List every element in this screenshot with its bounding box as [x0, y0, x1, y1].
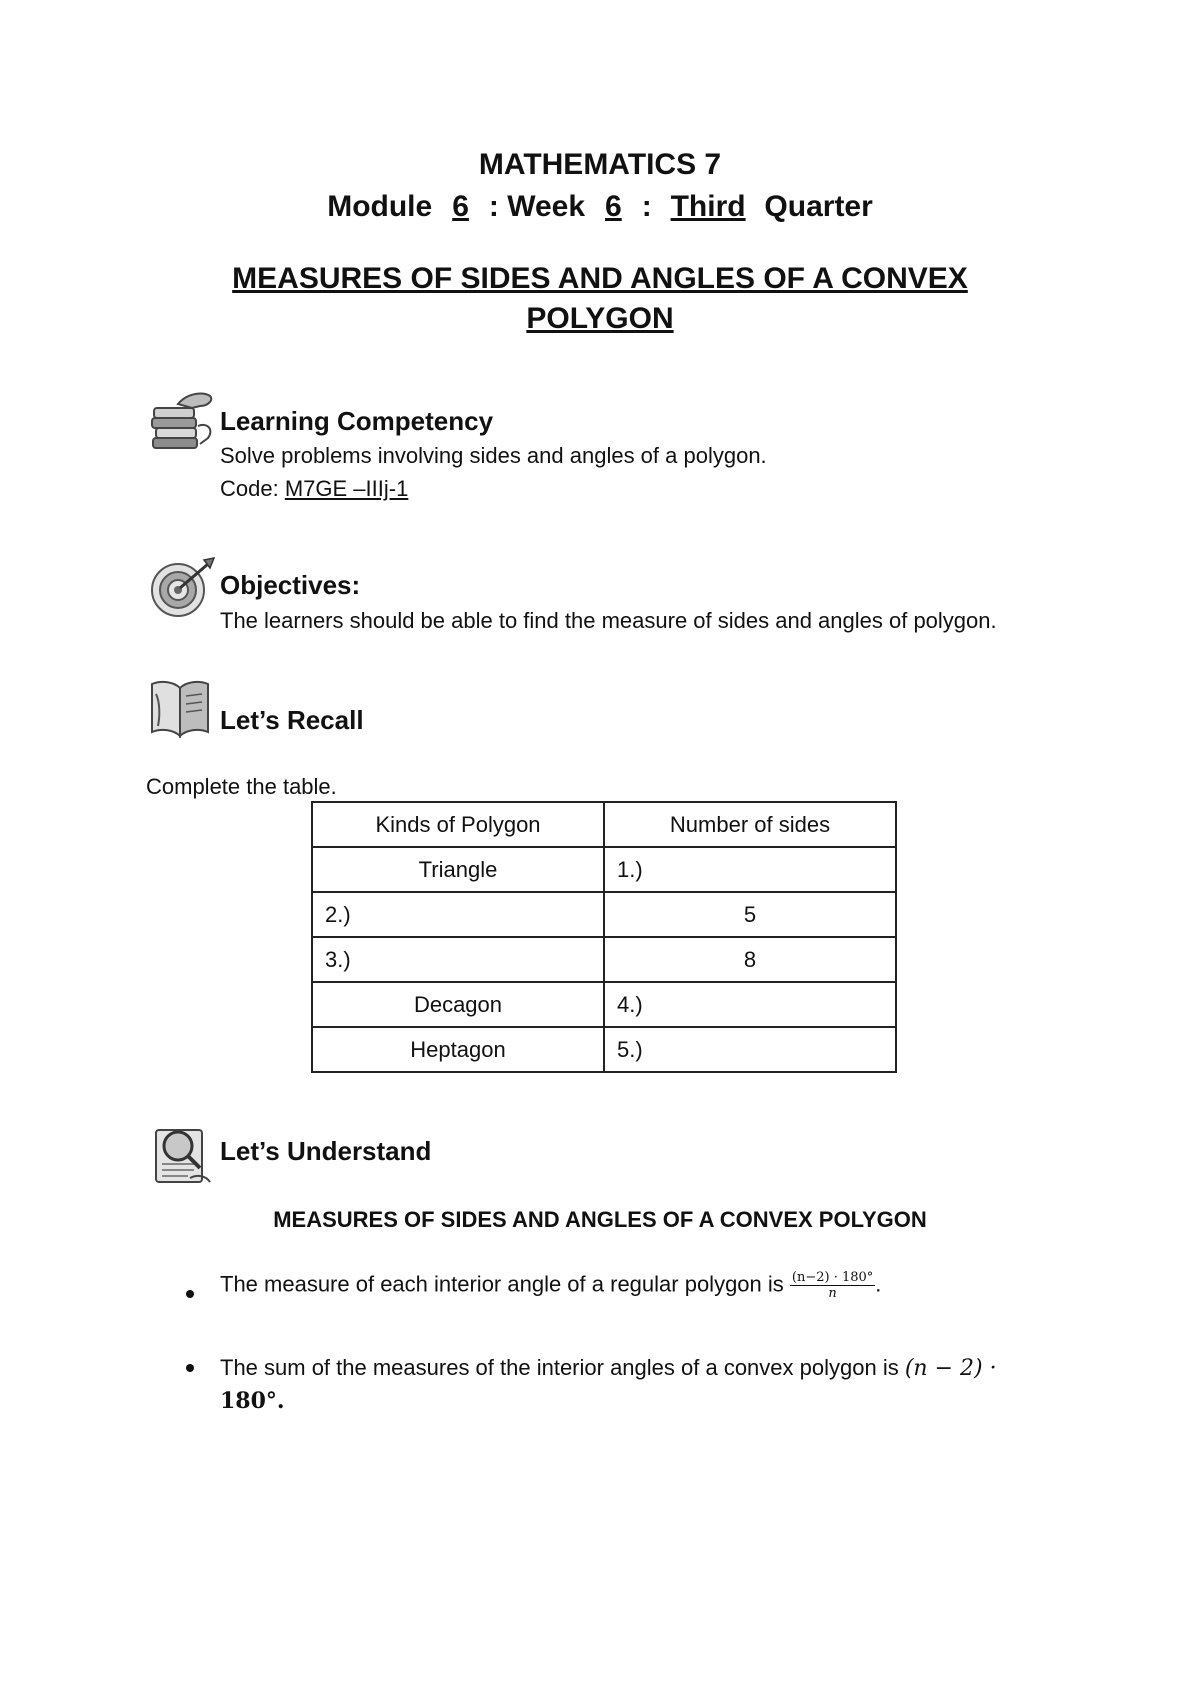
competency-code-line — [220, 476, 408, 502]
books-hand-icon — [148, 386, 218, 456]
week-value: 6 — [605, 190, 622, 223]
understand-heading: Let’s Understand — [220, 1136, 432, 1166]
bullet-angle-sum — [220, 1352, 1100, 1417]
table-cell: Triangle — [312, 847, 604, 892]
target-dart-icon — [148, 554, 218, 624]
table-row — [312, 892, 896, 937]
module-label: Module — [327, 190, 433, 223]
code-value: M7GE –IIIj-1 — [284, 476, 409, 501]
quarter-value: Third — [670, 190, 746, 223]
code-label: Code: — [220, 476, 279, 501]
table-cell: 8 — [604, 937, 896, 982]
module-value: 6 — [452, 190, 469, 223]
sum-formula-part2: 180°. — [220, 1388, 285, 1414]
bullet-dot — [186, 1364, 194, 1372]
table-cell: 1.) — [604, 847, 896, 892]
bullet2-text: The sum of the measures of the interior angles of a convex polygon is — [220, 1355, 899, 1380]
colon-separator: : — [641, 190, 652, 223]
interior-angle-fraction — [790, 1270, 875, 1301]
table-cell: 5 — [604, 892, 896, 937]
bullet1-text: The measure of each interior angle of a regular polygon is — [220, 1271, 784, 1297]
understand-subtitle: MEASURES OF SIDES AND ANGLES OF A CONVEX POLYGON — [273, 1207, 927, 1232]
table-header-cell: Kinds of Polygon — [312, 802, 604, 847]
sum-formula-part1: (n − 2) · — [904, 1356, 997, 1381]
table-cell: Decagon — [312, 982, 604, 1027]
main-title-line1: MEASURES OF SIDES AND ANGLES OF A CONVEX — [232, 262, 968, 295]
table-row — [312, 847, 896, 892]
table-cell: 5.) — [604, 1027, 896, 1072]
module-week-quarter-line — [0, 190, 1200, 224]
learning-competency-text: Solve problems involving sides and angles of a polygon. — [220, 443, 767, 468]
main-title-line2: POLYGON — [526, 302, 674, 335]
table-cell: 3.) — [312, 937, 604, 982]
recall-instruction: Complete the table. — [146, 774, 337, 799]
table-row — [312, 937, 896, 982]
open-book-icon — [146, 672, 216, 742]
table-row — [312, 1027, 896, 1072]
table-cell: 2.) — [312, 892, 604, 937]
table-header-row — [312, 802, 896, 847]
table-cell: 4.) — [604, 982, 896, 1027]
fraction-numerator: (n−2) · 180° — [791, 1270, 874, 1285]
magnifier-document-icon — [148, 1118, 218, 1188]
bullet1-period: . — [875, 1271, 882, 1297]
learning-competency-heading: Learning Competency — [220, 406, 494, 436]
week-label: : Week — [488, 190, 586, 223]
subject-title: MATHEMATICS 7 — [478, 148, 722, 181]
quarter-label: Quarter — [764, 190, 873, 223]
table-row — [312, 982, 896, 1027]
recall-heading: Let’s Recall — [220, 705, 364, 735]
bullet-dot — [186, 1290, 194, 1298]
objectives-heading: Objectives: — [220, 570, 361, 600]
fraction-denominator: n — [828, 1286, 837, 1301]
table-cell: Heptagon — [312, 1027, 604, 1072]
table-header-cell: Number of sides — [604, 802, 896, 847]
polygon-sides-table — [311, 801, 897, 1073]
bullet-interior-angle — [220, 1270, 1120, 1301]
objectives-text: The learners should be able to find the measure of sides and angles of polygon. — [220, 608, 997, 633]
